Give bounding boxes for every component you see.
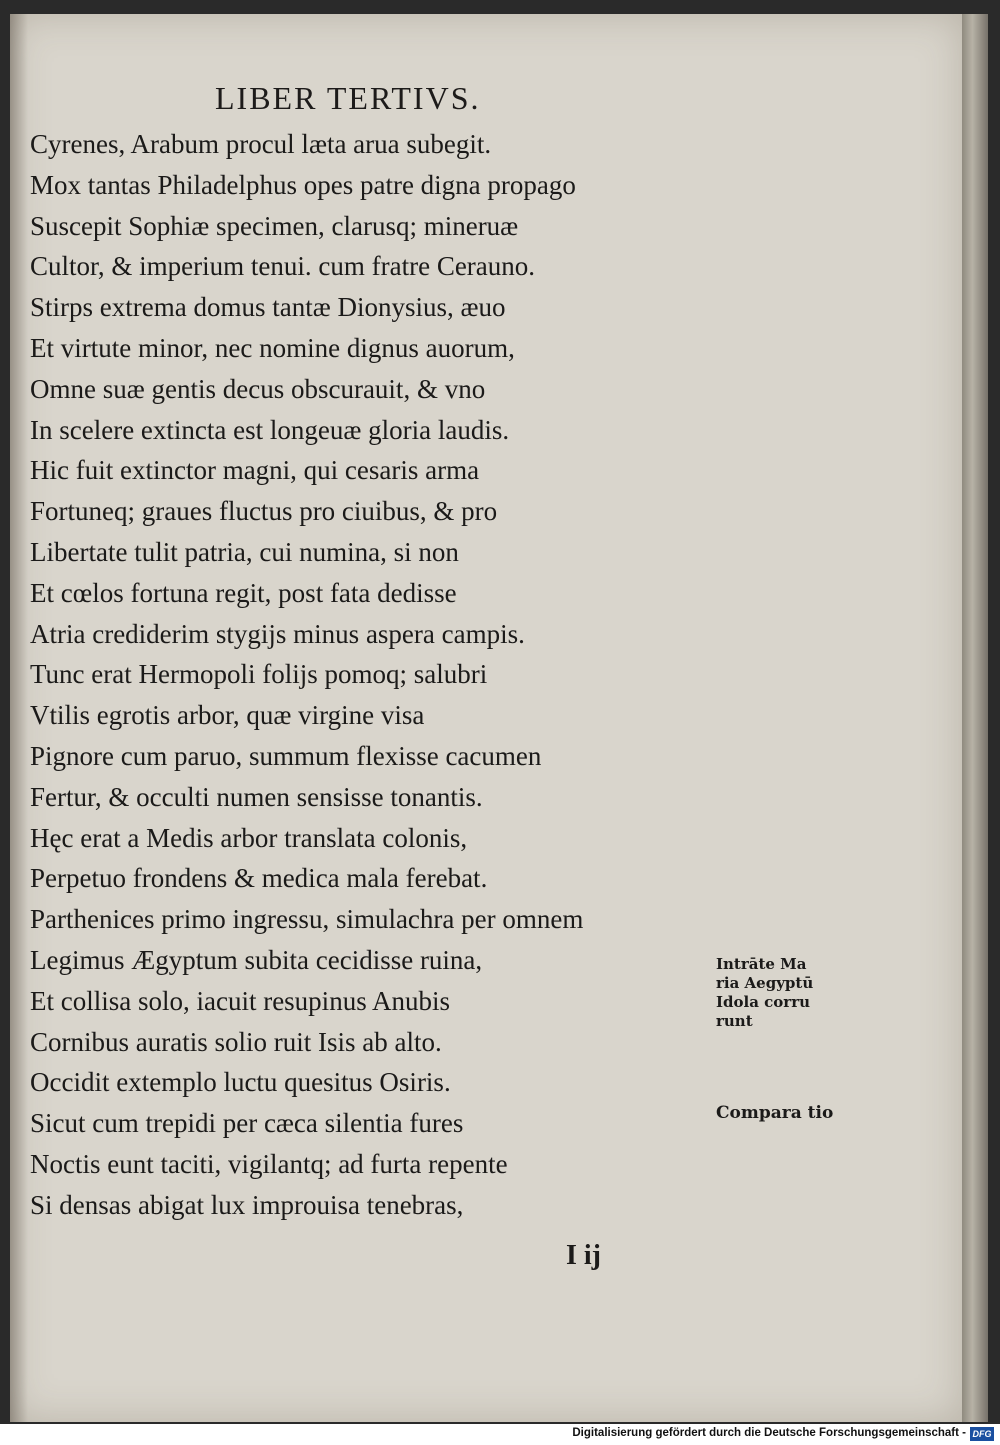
marginal-note-line: Idola corru <box>716 993 810 1011</box>
verse-line: Occidit extemplo luctu quesitus Osiris. <box>30 1067 451 1098</box>
verse-line: Perpetuo frondens & medica mala ferebat. <box>30 863 488 894</box>
verse-line: Parthenices primo ingressu, simulachra per omnem <box>30 904 584 935</box>
page-stack-edge <box>962 14 988 1422</box>
verse-line: Si densas abigat lux improuisa tenebras, <box>30 1189 464 1220</box>
verse-line: Libertate tulit patria, cui numina, si non <box>30 536 459 567</box>
verse-line: Fortuneq; graues fluctus pro ciuibus, & pro <box>30 496 498 527</box>
verse-line: Suscepit Sophiæ specimen, clarusq; mineruæ <box>30 210 519 241</box>
verse-line: Et virtute minor, nec nomine dignus auorum, <box>30 332 515 363</box>
gutter-shadow <box>10 14 28 1422</box>
funding-notice: Digitalisierung gefördert durch die Deutsche Forschungsgemeinschaft - <box>572 1427 966 1439</box>
verse-line: Pignore cum paruo, summum flexisse cacumen <box>30 740 542 771</box>
footer-bar <box>0 1424 1000 1445</box>
verse-line: Cultor, & imperium tenui. cum fratre Cerauno. <box>30 251 536 282</box>
marginal-note-line: Intrāte Ma <box>716 955 807 973</box>
verse-text <box>30 124 710 1226</box>
dfg-logo[interactable]: DFG <box>970 1427 994 1441</box>
marginal-note-comparatio: Compara tio <box>716 1103 834 1123</box>
verse-line: Stirps extrema domus tantæ Dionysius, æuo <box>30 292 506 323</box>
verse-line: Vtilis egrotis arbor, quæ virgine visa <box>30 700 425 731</box>
verse-line: Et cœlos fortuna regit, post fata dedisse <box>30 577 457 608</box>
verse-line: In scelere extincta est longeuæ gloria laudis. <box>30 414 510 445</box>
signature-mark: I ij <box>566 1240 601 1271</box>
verse-line: Sicut cum trepidi per cæca silentia fures <box>30 1108 464 1139</box>
verse-line: Hic fuit extinctor magni, qui cesaris arma <box>30 455 480 486</box>
verse-line: Mox tantas Philadelphus opes patre digna propago <box>30 169 576 200</box>
marginal-note-line: ria Aegyptū <box>716 974 814 992</box>
verse-line: Fertur, & occulti numen sensisse tonantis. <box>30 781 483 812</box>
verse-line: Cornibus auratis solio ruit Isis ab alto. <box>30 1026 442 1057</box>
marginal-note-line: runt <box>716 1012 753 1030</box>
verse-line: Hęc erat a Medis arbor translata colonis, <box>30 822 468 853</box>
verse-line: Et collisa solo, iacuit resupinus Anubis <box>30 985 450 1016</box>
verse-line: Cyrenes, Arabum procul læta arua subegit. <box>30 129 492 159</box>
running-head: LIBER TERTIVS. <box>215 80 481 116</box>
verse-line: Omne suæ gentis decus obscurauit, & vno <box>30 373 486 404</box>
verse-line: Atria crediderim stygijs minus aspera campis. <box>30 618 525 649</box>
verse-line: Tunc erat Hermopoli folijs pomoq; salubri <box>30 659 488 690</box>
verse-line: Noctis eunt taciti, vigilantq; ad furta repente <box>30 1148 508 1179</box>
verse-line: Legimus Ægyptum subita cecidisse ruina, <box>30 944 483 975</box>
marginal-note-intrante <box>716 955 856 1031</box>
